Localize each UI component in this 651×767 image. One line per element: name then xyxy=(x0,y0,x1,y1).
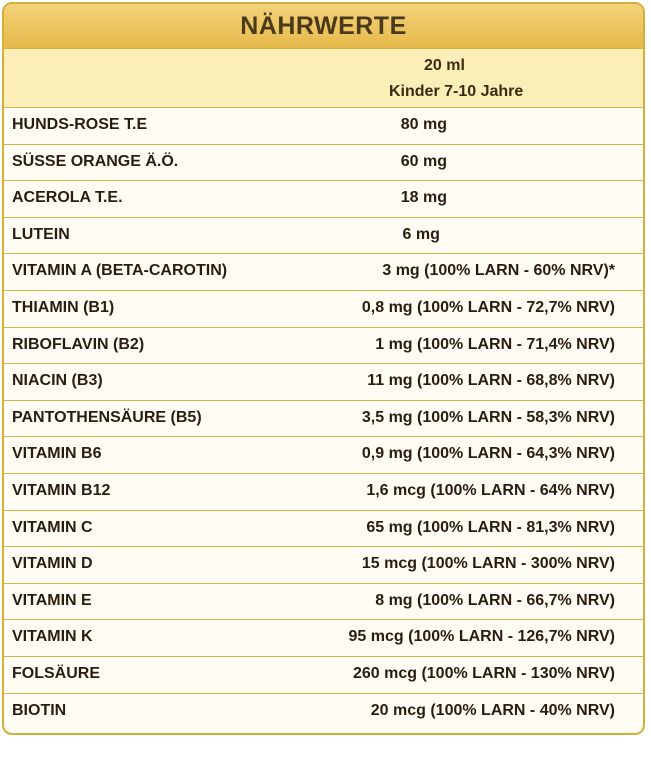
nutrient-value: 8 mg (100% LARN - 66,7% NRV) xyxy=(375,591,615,609)
nutrient-name: RIBOFLAVIN (B2) xyxy=(12,335,145,353)
table-row xyxy=(4,254,643,291)
nutrient-value: 3 mg (100% LARN - 60% NRV)* xyxy=(382,262,615,280)
table-row xyxy=(4,291,643,328)
nutrient-name: ACEROLA T.E. xyxy=(12,189,123,207)
nutrient-table xyxy=(4,108,643,730)
table-row xyxy=(4,218,643,255)
table-row xyxy=(4,511,643,548)
nutrient-name: VITAMIN K xyxy=(12,628,93,646)
nutrient-value: 0,9 mg (100% LARN - 64,3% NRV) xyxy=(361,445,615,463)
table-row xyxy=(4,657,643,694)
table-row xyxy=(4,108,643,145)
nutrient-value: 18 mg xyxy=(400,189,447,207)
title-bar xyxy=(4,4,643,49)
nutrient-value: 260 mcg (100% LARN - 130% NRV) xyxy=(352,664,615,682)
nutrient-name: FOLSÄURE xyxy=(12,664,100,682)
nutrient-name: VITAMIN C xyxy=(12,518,93,536)
nutrient-name: NIACIN (B3) xyxy=(12,372,103,390)
nutrient-value: 65 mg (100% LARN - 81,3% NRV) xyxy=(366,518,615,536)
table-row xyxy=(4,401,643,438)
nutrient-value: 3,5 mg (100% LARN - 58,3% NRV) xyxy=(361,408,615,426)
table-row xyxy=(4,620,643,657)
nutrient-value: 1 mg (100% LARN - 71,4% NRV) xyxy=(375,335,615,353)
nutrient-value: 15 mcg (100% LARN - 300% NRV) xyxy=(361,555,615,573)
nutrient-name: THIAMIN (B1) xyxy=(12,298,115,316)
nutrient-name: HUNDS-ROSE T.E xyxy=(12,116,148,133)
nutrient-name: PANTOTHENSÄURE (B5) xyxy=(12,408,202,426)
nutrient-value: 95 mcg (100% LARN - 126,7% NRV) xyxy=(348,628,615,646)
nutrient-name: VITAMIN B6 xyxy=(12,445,102,463)
serving-amount: 20 ml xyxy=(424,57,465,74)
table-row xyxy=(4,328,643,365)
table-row xyxy=(4,584,643,621)
nutrient-name: VITAMIN B12 xyxy=(12,481,111,499)
serving-group: Kinder 7-10 Jahre xyxy=(389,83,524,100)
nutrient-value: 1,6 mcg (100% LARN - 64% NRV) xyxy=(366,481,615,499)
nutrient-value: 20 mcg (100% LARN - 40% NRV) xyxy=(370,701,615,719)
nutrient-value: 80 mg xyxy=(400,116,447,133)
table-row xyxy=(4,474,643,511)
table-row xyxy=(4,547,643,584)
panel-title: NÄHRWERTE xyxy=(240,11,407,40)
nutrient-name: LUTEIN xyxy=(12,225,70,243)
nutrient-name: VITAMIN E xyxy=(12,591,92,609)
table-row xyxy=(4,181,643,218)
nutrient-name: VITAMIN A (BETA-CAROTIN) xyxy=(12,262,228,280)
table-row xyxy=(4,145,643,182)
table-row xyxy=(4,364,643,401)
table-row xyxy=(4,694,643,731)
nutrient-value: 6 mg xyxy=(402,225,440,243)
table-row xyxy=(4,437,643,474)
nutrient-value: 60 mg xyxy=(400,152,447,170)
nutrient-name: BIOTIN xyxy=(12,701,67,719)
nutrient-value: 0,8 mg (100% LARN - 72,7% NRV) xyxy=(361,298,615,316)
serving-header xyxy=(4,49,643,108)
nutrient-value: 11 mg (100% LARN - 68,8% NRV) xyxy=(367,372,615,390)
nutrient-name: VITAMIN D xyxy=(12,555,93,573)
nutrition-panel xyxy=(2,2,645,735)
nutrient-name: SÜSSE ORANGE Ä.Ö. xyxy=(12,152,179,170)
